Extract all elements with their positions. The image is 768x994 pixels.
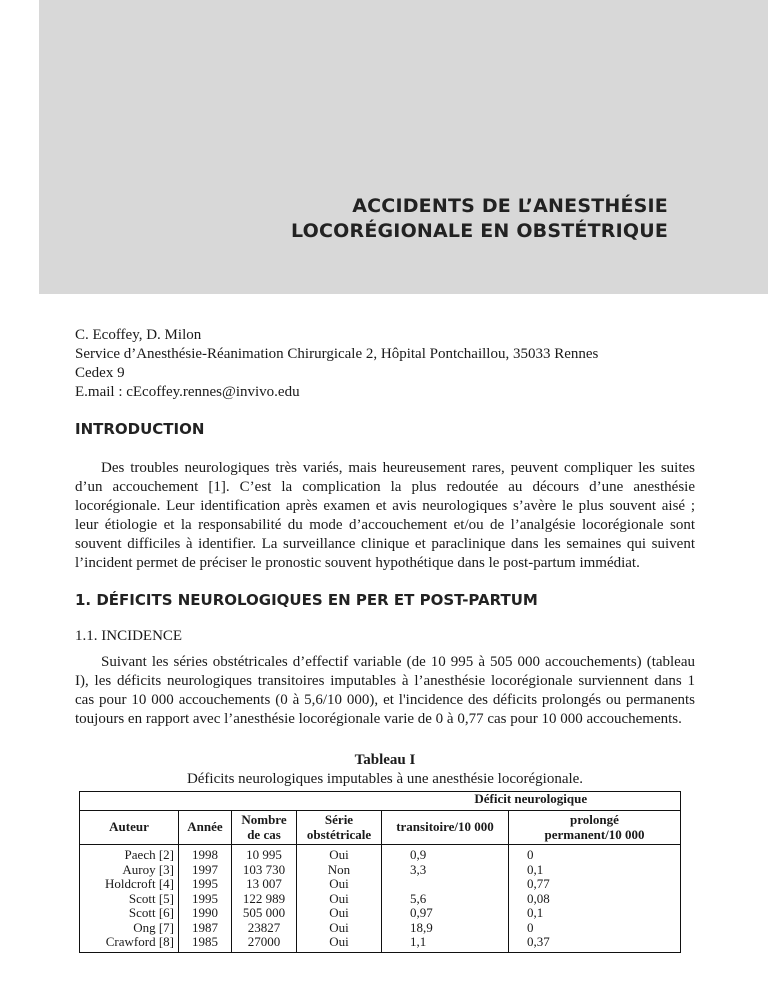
author-block [75, 326, 695, 402]
table-header-blank [80, 792, 382, 811]
cell-transitoire [382, 877, 509, 892]
cell-serie: Oui [297, 845, 382, 863]
header-serie-line-2: obstétricale [306, 826, 372, 842]
cell-nombre: 13 007 [232, 877, 297, 892]
cell-serie: Oui [297, 906, 382, 921]
cell-annee: 1990 [179, 906, 232, 921]
cell-annee: 1995 [179, 877, 232, 892]
table-caption: Déficits neurologiques imputables à une anesthésie locorégionale. [186, 771, 584, 787]
cell-serie: Oui [297, 877, 382, 892]
table-row [80, 863, 681, 878]
table-row [80, 877, 681, 892]
affiliation-line-2: Cedex 9 [75, 365, 125, 381]
group-header: Déficit neurologique [382, 792, 681, 811]
cell-serie: Oui [297, 892, 382, 907]
cell-auteur: Scott [6] [80, 906, 179, 921]
author-names: C. Ecoffey, D. Milon [75, 327, 202, 343]
table-caption-title: Tableau I [354, 752, 416, 768]
cell-transitoire: 5,6 [382, 892, 509, 907]
header-serie-line-1: Série [324, 812, 354, 827]
incidence-table [79, 791, 681, 953]
cell-auteur: Auroy [3] [80, 863, 179, 878]
cell-prolonge: 0,1 [509, 863, 681, 878]
cell-annee: 1997 [179, 863, 232, 878]
section-1-paragraph: Suivant les séries obstétricales d’effectif variable (de 10 995 à 505 000 accouchements) (tableau I), les déficits neurologiques transitoires imputables à l’anesthésie locorégionale surviennent dans 1 cas pour 10 000 accouchements (0 à 5,6/10 000), et l'incidence des déficits prolongés ou permanents toujours en rapport avec l’anesthésie locorégionale varie de 0 à 0,77 cas pour 10 000 accouchements. [75, 654, 695, 727]
section-1-heading: 1. DÉFICITS NEUROLOGIQUES EN PER ET POST-PARTUM [75, 591, 538, 609]
title-line-1: ACCIDENTS DE L’ANESTHÉSIE [352, 195, 668, 217]
header-nombre [232, 811, 297, 845]
header-auteur: Auteur [80, 811, 179, 845]
author-email: E.mail : cEcoffey.rennes@invivo.edu [75, 384, 300, 400]
intro-paragraph: Des troubles neurologiques très variés, mais heureusement rares, peuvent compliquer les suites d’un accouchement [1]. C’est la complication la plus redoutée au décours d’une anesthésie locorégionale. Leur identification après examen et avis neurologiques s’avère le plus souvent aisé ; leur étiologie et la responsabilité du mode d’accouchement et/ou de l’analgésie locorégionale sont souvent difficiles à identifier. La surveillance clinique et paraclinique dans les semaines qui suivent l’incident permet de préciser le pronostic souvent hypothétique dans le post-partum immédiat. [75, 460, 695, 571]
cell-transitoire: 1,1 [382, 935, 509, 952]
cell-auteur: Paech [2] [80, 845, 179, 863]
table-row [80, 845, 681, 863]
cell-transitoire: 3,3 [382, 863, 509, 878]
cell-prolonge: 0,08 [509, 892, 681, 907]
cell-auteur: Holdcroft [4] [80, 877, 179, 892]
cell-prolonge: 0,1 [509, 906, 681, 921]
header-transitoire: transitoire/10 000 [382, 811, 509, 845]
cell-annee: 1995 [179, 892, 232, 907]
header-nombre-line-1: Nombre [241, 812, 287, 827]
cell-transitoire: 0,97 [382, 906, 509, 921]
header-serie [297, 811, 382, 845]
cell-nombre: 10 995 [232, 845, 297, 863]
cell-auteur: Scott [5] [80, 892, 179, 907]
affiliation-line-1: Service d’Anesthésie-Réanimation Chirurgicale 2, Hôpital Pontchaillou, 35033 Rennes [75, 346, 599, 362]
cell-transitoire: 18,9 [382, 921, 509, 936]
header-prolonge-line-2: permanent/10 000 [544, 826, 645, 842]
cell-prolonge: 0 [509, 845, 681, 863]
header-nombre-line-2: de cas [247, 826, 281, 842]
title-line-2: LOCORÉGIONALE EN OBSTÉTRIQUE [291, 220, 668, 242]
table-row [80, 935, 681, 952]
table-row [80, 921, 681, 936]
cell-serie: Non [297, 863, 382, 878]
cell-annee: 1987 [179, 921, 232, 936]
table-row [80, 892, 681, 907]
cell-nombre: 23827 [232, 921, 297, 936]
cell-nombre: 505 000 [232, 906, 297, 921]
cell-annee: 1998 [179, 845, 232, 863]
header-prolonge [509, 811, 681, 845]
cell-serie: Oui [297, 935, 382, 952]
table-row [80, 906, 681, 921]
cell-auteur: Ong [7] [80, 921, 179, 936]
cell-prolonge: 0,77 [509, 877, 681, 892]
cell-annee: 1985 [179, 935, 232, 952]
intro-heading: INTRODUCTION [75, 420, 205, 438]
header-prolonge-line-1: prolongé [570, 812, 619, 827]
cell-prolonge: 0 [509, 921, 681, 936]
cell-transitoire: 0,9 [382, 845, 509, 863]
cell-prolonge: 0,37 [509, 935, 681, 952]
cell-serie: Oui [297, 921, 382, 936]
cell-nombre: 122 989 [232, 892, 297, 907]
header-annee: Année [179, 811, 232, 845]
subsection-1-1-heading: 1.1. INCIDENCE [75, 628, 183, 644]
cell-nombre: 27000 [232, 935, 297, 952]
cell-auteur: Crawford [8] [80, 935, 179, 952]
cell-nombre: 103 730 [232, 863, 297, 878]
title-banner [39, 0, 768, 294]
document-title [291, 194, 668, 244]
